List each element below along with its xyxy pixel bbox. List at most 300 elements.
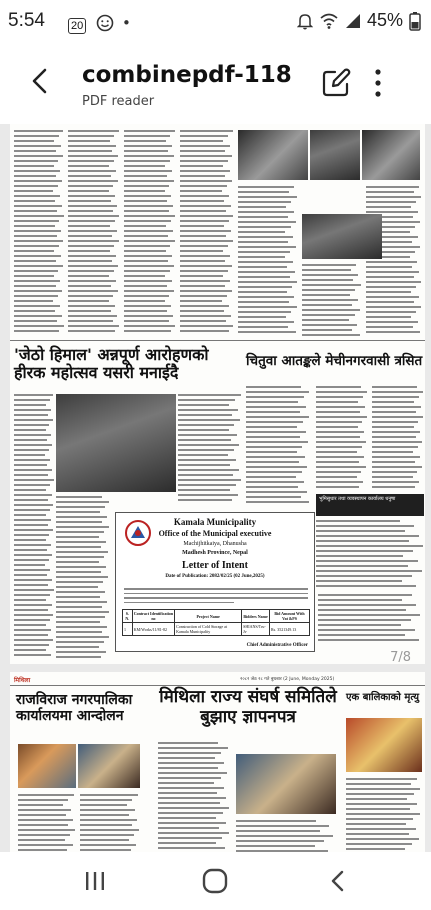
text-line xyxy=(56,591,105,593)
text-line xyxy=(124,150,168,152)
text-line xyxy=(124,275,165,277)
alarm-icon xyxy=(297,12,313,30)
text-line xyxy=(14,494,52,496)
notice-th: Contract Identification no xyxy=(133,611,174,621)
text-line xyxy=(246,471,302,473)
text-line xyxy=(14,150,56,152)
text-line xyxy=(14,554,52,556)
text-line xyxy=(346,813,420,815)
text-line xyxy=(316,426,358,428)
text-line xyxy=(246,436,300,438)
text-line xyxy=(124,325,175,327)
text-line xyxy=(14,300,53,302)
text-line xyxy=(180,285,225,287)
text-line xyxy=(158,782,214,784)
text-line xyxy=(236,835,333,837)
text-line xyxy=(346,843,412,845)
text-line xyxy=(246,406,306,408)
text-line xyxy=(14,564,45,566)
text-line xyxy=(346,788,420,790)
text-line xyxy=(238,271,295,273)
text-line xyxy=(180,260,225,262)
text-line xyxy=(180,155,232,157)
text-line xyxy=(302,299,358,301)
dot-icon: • xyxy=(122,14,131,32)
text-line xyxy=(178,429,229,431)
text-line xyxy=(316,535,419,537)
text-line xyxy=(246,426,297,428)
text-line xyxy=(302,304,352,306)
text-line xyxy=(246,486,298,488)
text-line xyxy=(180,185,227,187)
notice-th: Project Name xyxy=(175,610,242,623)
text-line xyxy=(246,451,297,453)
text-line xyxy=(14,519,51,521)
text-line xyxy=(124,185,169,187)
text-line xyxy=(178,469,239,471)
text-line xyxy=(18,794,74,796)
text-line xyxy=(18,834,70,836)
text-line xyxy=(316,540,409,542)
text-line xyxy=(14,320,57,322)
text-line xyxy=(14,260,56,262)
text-line xyxy=(68,325,119,327)
text-line xyxy=(236,820,316,822)
battery-icon xyxy=(409,11,421,31)
text-line xyxy=(302,334,360,336)
text-line xyxy=(238,291,287,293)
text-line xyxy=(56,536,99,538)
smiley-icon xyxy=(96,14,114,32)
text-line xyxy=(372,421,418,423)
text-line xyxy=(14,275,54,277)
text-line xyxy=(14,255,61,257)
text-line xyxy=(238,251,290,253)
text-line xyxy=(180,160,228,162)
text-line xyxy=(316,580,402,582)
notice-office: Office of the Municipal executive xyxy=(158,529,272,538)
sub-banner-text: भुमिसुधार तथा व्यवस्थापन कार्यालय धनुषा xyxy=(319,496,396,502)
more-vert-icon[interactable] xyxy=(370,66,386,100)
text-line xyxy=(158,832,229,834)
text-line xyxy=(68,200,111,202)
text-line xyxy=(80,804,127,806)
text-line xyxy=(372,426,414,428)
notice-box xyxy=(115,512,315,652)
text-line xyxy=(178,414,232,416)
text-line xyxy=(18,849,67,851)
text-line xyxy=(316,570,422,572)
text-line xyxy=(56,646,99,648)
text-line xyxy=(56,521,102,523)
text-line xyxy=(56,626,107,628)
text-line xyxy=(68,275,109,277)
text-line xyxy=(14,539,46,541)
text-line xyxy=(180,230,231,232)
text-line xyxy=(158,752,221,754)
text-line xyxy=(124,170,172,172)
text-line xyxy=(14,180,62,182)
text-line xyxy=(14,409,51,411)
text-line xyxy=(238,246,296,248)
text-line xyxy=(68,255,116,257)
text-line xyxy=(316,471,361,473)
text-line xyxy=(238,256,285,258)
text-line xyxy=(246,501,309,503)
masthead-date: २०८२ जेठ २८ गते बुधबार (2 June, Monday 2025) xyxy=(240,677,335,682)
text-line xyxy=(316,401,358,403)
text-line xyxy=(302,319,349,321)
text-line xyxy=(318,599,402,601)
photo-protest-1 xyxy=(18,744,76,788)
notice-org: Kamala Municipality xyxy=(173,517,257,527)
text-line xyxy=(14,205,62,207)
text-line xyxy=(14,629,51,631)
text-line xyxy=(238,231,285,233)
text-line xyxy=(14,325,64,327)
text-line xyxy=(14,624,46,626)
text-line xyxy=(178,499,232,501)
text-line xyxy=(238,286,292,288)
text-line xyxy=(158,772,227,774)
text-line xyxy=(316,530,405,532)
text-line xyxy=(178,419,240,421)
text-line xyxy=(14,145,61,147)
notice-signoff: Chief Administrative Officer xyxy=(246,643,308,648)
text-line xyxy=(14,399,50,401)
table-row xyxy=(123,623,310,636)
text-line xyxy=(246,401,298,403)
text-line xyxy=(124,180,174,182)
text-line xyxy=(14,654,51,656)
text-line xyxy=(56,621,100,623)
text-line xyxy=(56,616,105,618)
notice-province: Madhesh Province, Nepal xyxy=(182,550,248,556)
text-line xyxy=(238,306,297,308)
text-line xyxy=(178,474,233,476)
text-line xyxy=(238,186,294,188)
text-line xyxy=(346,798,407,800)
text-line xyxy=(124,260,168,262)
text-line xyxy=(180,325,233,327)
text-line xyxy=(68,290,118,292)
battery-percent: 45% xyxy=(366,10,403,30)
text-line xyxy=(14,544,51,546)
notice-th: Bidders Name xyxy=(242,610,270,623)
text-line xyxy=(14,245,59,247)
text-line xyxy=(14,195,60,197)
text-line xyxy=(302,294,350,296)
text-line xyxy=(68,240,119,242)
text-line xyxy=(236,845,315,847)
text-line xyxy=(14,594,50,596)
text-line xyxy=(56,636,109,638)
arrow-back-icon[interactable] xyxy=(24,64,58,98)
text-line xyxy=(246,411,300,413)
text-line xyxy=(68,310,111,312)
pdf-page-1[interactable] xyxy=(10,124,425,664)
text-line xyxy=(14,270,58,272)
text-line xyxy=(80,849,131,851)
text-line xyxy=(14,579,52,581)
pdf-page-2[interactable] xyxy=(10,672,425,852)
text-line xyxy=(372,476,413,478)
text-line xyxy=(180,205,231,207)
text-line xyxy=(124,250,166,252)
notice-td: KM/Works/11/81-82 xyxy=(132,623,174,636)
text-line xyxy=(68,195,115,197)
text-line xyxy=(180,215,233,217)
notice-table xyxy=(122,609,310,636)
text-line xyxy=(366,296,419,298)
photo-cinema xyxy=(238,130,308,180)
text-line xyxy=(124,200,167,202)
text-line xyxy=(56,516,107,518)
text-line xyxy=(18,814,66,816)
text-line xyxy=(80,799,132,801)
text-line xyxy=(158,762,224,764)
text-line xyxy=(124,330,171,332)
text-line xyxy=(56,546,101,548)
text-line xyxy=(68,165,109,167)
text-line xyxy=(56,651,106,653)
text-line xyxy=(14,444,52,446)
text-line xyxy=(372,486,415,488)
text-line xyxy=(180,245,228,247)
notification-badge-icon xyxy=(68,14,86,32)
text-line xyxy=(18,809,71,811)
text-line xyxy=(316,436,360,438)
text-line xyxy=(346,828,416,830)
text-line xyxy=(124,155,174,157)
text-line xyxy=(316,585,416,587)
text-line xyxy=(14,524,48,526)
text-line xyxy=(14,235,57,237)
text-line xyxy=(68,320,113,322)
recent-apps-icon[interactable] xyxy=(84,870,106,892)
notification-count: 20 xyxy=(68,18,86,34)
text-line xyxy=(68,140,110,142)
text-line xyxy=(14,155,63,157)
text-line xyxy=(124,210,169,212)
text-line xyxy=(372,481,419,483)
text-line xyxy=(158,822,226,824)
text-line xyxy=(14,459,50,461)
status-right xyxy=(297,10,421,31)
nav-back-icon[interactable] xyxy=(328,870,348,892)
text-line xyxy=(346,833,409,835)
text-line xyxy=(302,284,361,286)
text-line xyxy=(14,429,46,431)
text-line xyxy=(158,797,226,799)
masthead-left: मिथिला xyxy=(14,677,31,684)
text-line xyxy=(180,225,224,227)
headline-p2-center: मिथिला राज्य संघर्ष समितिले बुझाए ज्ञापनपत्र xyxy=(159,687,337,727)
text-line xyxy=(14,265,63,267)
wifi-icon xyxy=(319,12,339,30)
photo-fire xyxy=(346,718,422,772)
text-line xyxy=(366,206,411,208)
text-line xyxy=(68,170,116,172)
text-line xyxy=(180,255,230,257)
text-line xyxy=(14,484,50,486)
text-line xyxy=(124,245,170,247)
text-line xyxy=(236,825,329,827)
text-line xyxy=(14,454,45,456)
text-line xyxy=(236,830,320,832)
text-line xyxy=(56,581,103,583)
text-line xyxy=(238,206,286,208)
text-line xyxy=(14,514,46,516)
text-line xyxy=(124,195,171,197)
text-line xyxy=(246,416,309,418)
text-line xyxy=(14,614,53,616)
text-line xyxy=(158,812,223,814)
text-line xyxy=(124,285,167,287)
text-line xyxy=(68,250,110,252)
text-line xyxy=(180,130,233,132)
text-line xyxy=(180,210,226,212)
text-line xyxy=(18,829,75,831)
text-line xyxy=(246,461,299,463)
text-line xyxy=(124,145,172,147)
text-line xyxy=(14,559,49,561)
text-line xyxy=(56,596,100,598)
text-line xyxy=(124,270,170,272)
text-line xyxy=(180,140,223,142)
text-line xyxy=(158,777,221,779)
notice-td: Rs. 3521349.13 xyxy=(270,623,310,636)
text-line xyxy=(238,201,291,203)
text-line xyxy=(180,180,232,182)
text-line xyxy=(56,641,104,643)
photo-protest-2 xyxy=(78,744,140,788)
text-line xyxy=(238,326,288,328)
text-line xyxy=(124,280,172,282)
text-line xyxy=(346,848,405,850)
text-line xyxy=(316,466,366,468)
text-line xyxy=(316,396,363,398)
pdf-viewer[interactable] xyxy=(0,124,431,852)
text-line xyxy=(372,406,421,408)
text-line xyxy=(80,819,137,821)
text-line xyxy=(366,266,412,268)
text-line xyxy=(346,838,419,840)
text-line xyxy=(180,150,225,152)
text-line xyxy=(56,586,98,588)
text-line xyxy=(68,180,118,182)
text-line xyxy=(316,386,361,388)
text-line xyxy=(14,330,59,332)
text-line xyxy=(246,496,301,498)
text-line xyxy=(366,326,413,328)
text-line xyxy=(80,844,136,846)
text-line xyxy=(14,130,63,132)
edit-icon[interactable] xyxy=(321,68,351,98)
text-line xyxy=(346,808,410,810)
text-line xyxy=(316,406,365,408)
text-line xyxy=(14,449,49,451)
text-line xyxy=(14,489,46,491)
text-line xyxy=(366,331,420,333)
text-line xyxy=(124,130,175,132)
text-line xyxy=(124,230,173,232)
text-line xyxy=(56,656,101,658)
text-line xyxy=(246,441,308,443)
text-line xyxy=(366,186,419,188)
text-line xyxy=(178,399,235,401)
text-line xyxy=(316,555,403,557)
text-line xyxy=(366,271,419,273)
notice-body-lines xyxy=(124,585,308,606)
text-line xyxy=(14,185,58,187)
text-line xyxy=(68,205,117,207)
text-line xyxy=(238,221,296,223)
text-line xyxy=(14,529,53,531)
text-line xyxy=(372,461,415,463)
text-line xyxy=(180,270,228,272)
text-line xyxy=(178,489,230,491)
text-line xyxy=(178,494,238,496)
text-line xyxy=(180,220,229,222)
text-line xyxy=(238,281,297,283)
text-line xyxy=(366,276,414,278)
sub-banner xyxy=(316,494,424,516)
text-line xyxy=(180,265,232,267)
home-icon[interactable] xyxy=(202,868,228,894)
text-line xyxy=(366,281,421,283)
text-line xyxy=(14,609,48,611)
text-line xyxy=(68,260,112,262)
text-line xyxy=(178,464,230,466)
text-line xyxy=(302,269,351,271)
text-line xyxy=(366,301,414,303)
text-line xyxy=(158,787,224,789)
text-line xyxy=(366,286,416,288)
text-line xyxy=(14,479,54,481)
text-line xyxy=(346,803,417,805)
headline-right: चितुवा आतङ्कले मेचीनगरवासी त्रसित xyxy=(246,353,423,369)
text-line xyxy=(68,295,113,297)
text-line xyxy=(180,280,230,282)
text-line xyxy=(366,196,421,198)
text-line xyxy=(80,824,132,826)
text-line xyxy=(18,799,68,801)
text-line xyxy=(246,396,304,398)
text-line xyxy=(14,404,46,406)
text-line xyxy=(124,240,175,242)
notice-td: 1 xyxy=(123,623,133,636)
text-line xyxy=(178,449,234,451)
text-line xyxy=(372,441,422,443)
text-line xyxy=(372,446,418,448)
text-line xyxy=(372,401,414,403)
text-line xyxy=(68,305,115,307)
text-line xyxy=(56,571,101,573)
text-line xyxy=(14,604,52,606)
text-line xyxy=(158,747,228,749)
text-line xyxy=(124,255,172,257)
text-line xyxy=(178,444,239,446)
text-line xyxy=(56,501,109,503)
text-line xyxy=(302,289,355,291)
text-line xyxy=(68,215,119,217)
text-line xyxy=(158,842,216,844)
text-line xyxy=(68,175,111,177)
text-line xyxy=(180,135,228,137)
text-line xyxy=(14,439,47,441)
text-line xyxy=(302,274,358,276)
